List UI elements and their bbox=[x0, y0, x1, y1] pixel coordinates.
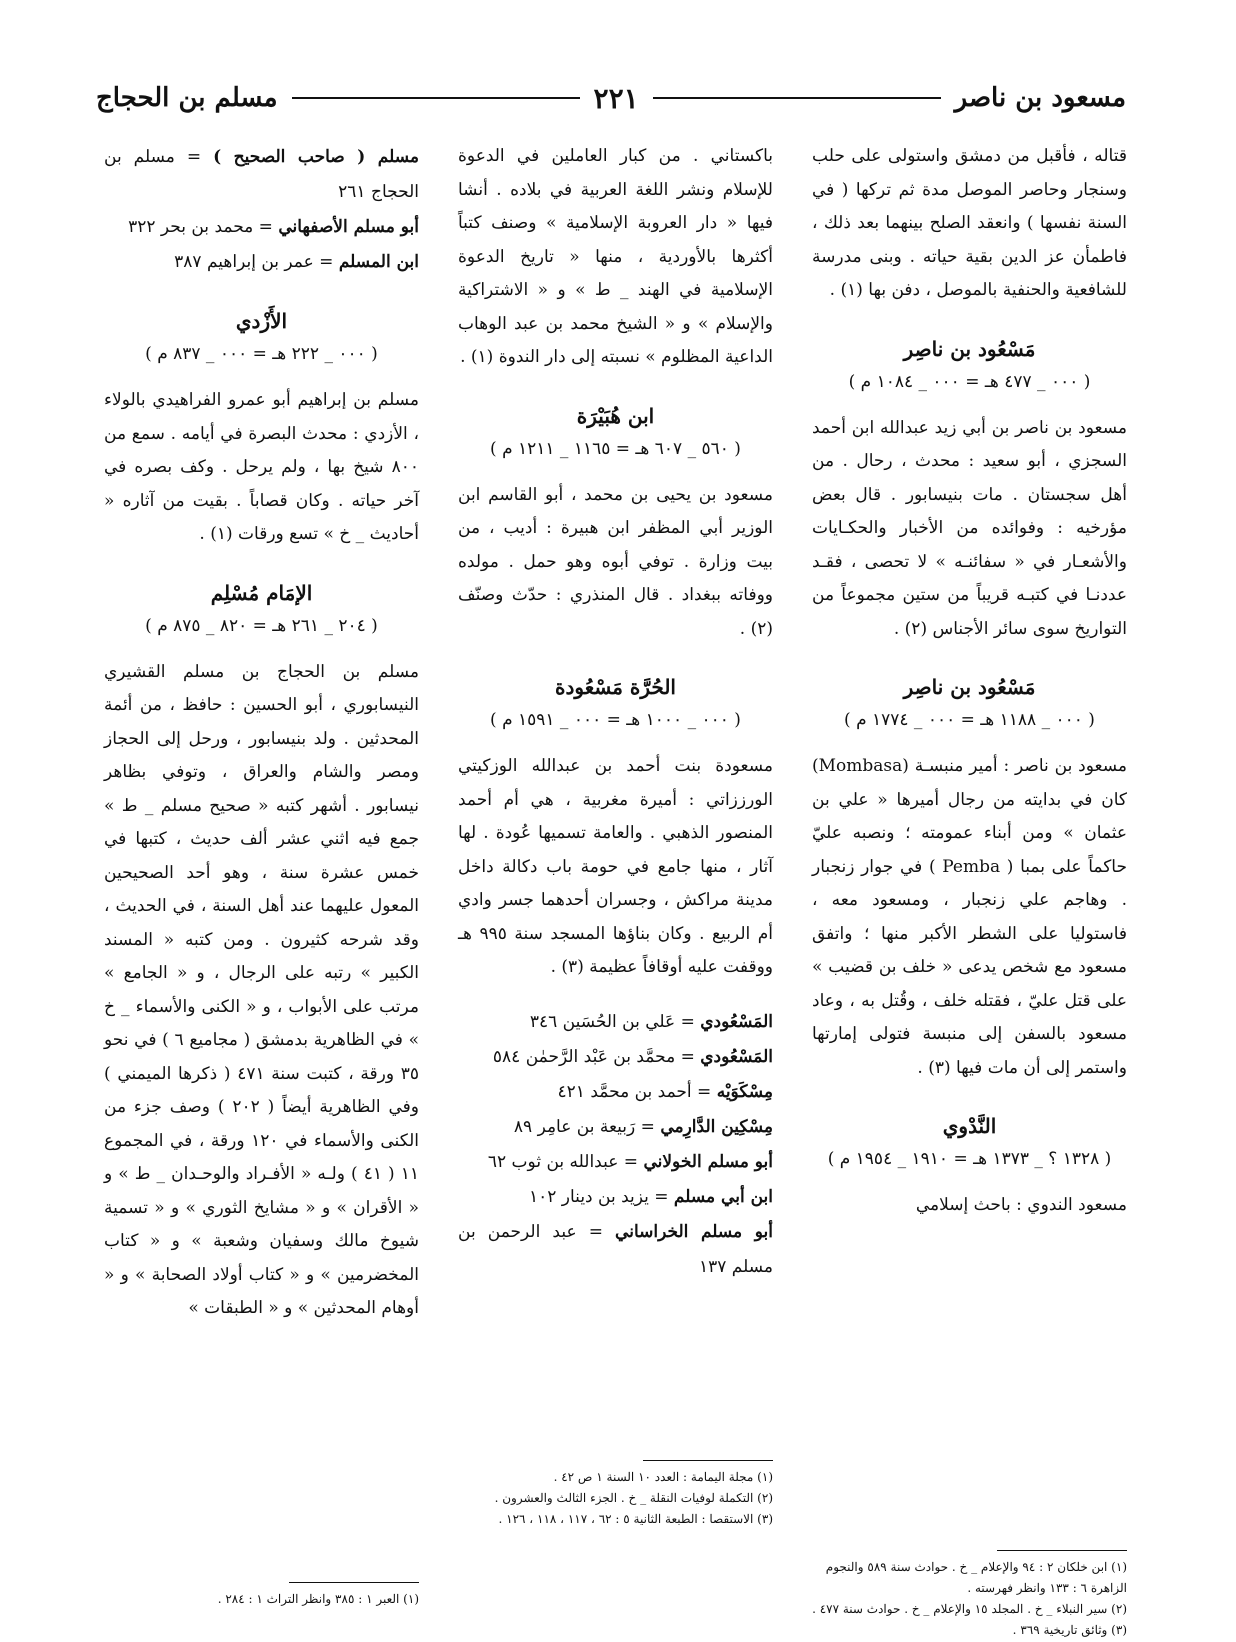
entry-text: مسعودة بنت أحمد بن عبدالله الوزكيتي الورززاتي : أميرة مغربية ، هي أم أحمد المنصور الذهبي . والعامة تسميها عُودة . لها آثار ، منها جامع في حومة باب دكالة داخل مدينة مراكش ، وجسران أحدهما جسر وادي أم الربيع . وكان بناؤها المسجد سنة ٩٩٥ هـ ووقفت عليه أوقافاً عظيمة (٣) . bbox=[458, 756, 773, 977]
cross-reference bbox=[458, 1005, 773, 1040]
header-rule-right bbox=[653, 97, 941, 99]
entry-text: مسعود بن ناصر بن أبي زيد عبدالله ابن أحمد السجزي ، أبو سعيد : محدث ، رحال . من أهل سجستان . مات بنيسابور . قال بعض مؤرخيه : وفوائده من الأخبار والحكـايات والأشعـار في « سفائنـه » لا تحصى ، فقـد عددنـا في كتبـه قريباً من ستين مجموعاً من التواريخ سوى سائر الأجناس (٢) . bbox=[812, 417, 1127, 639]
page-number: ٢٢١ bbox=[593, 81, 639, 115]
entry-title: الحُرَّة مَسْعُودة bbox=[555, 675, 676, 699]
running-head-left: مسلم بن الحجاج bbox=[95, 83, 278, 113]
entry-dates: ( ٠٠٠ _ ٢٢٢ هـ = ٠٠٠ _ ٨٣٧ م ) bbox=[145, 344, 378, 364]
entry-title: ابن هُبَيْرَة bbox=[576, 403, 655, 428]
footnote: (١) مجلة اليمامة : العدد ١٠ السنة ١ ص ٤٢ . bbox=[553, 1470, 773, 1484]
xref-target: = عبد الرحمن بن مسلم ١٣٧ bbox=[458, 1221, 773, 1277]
entry-title: النَّدْوي bbox=[942, 1114, 997, 1138]
cross-reference bbox=[458, 1215, 773, 1285]
entry-text: مسلم بن الحجاج بن مسلم القشيري النيسابوري ، أبو الحسين : حافظ ، من أئمة المحدثين . ولد بنيسابور ، ورحل إلى الحجاز ومصر والشام والعراق ، وتوفي بظاهر نيسابور . أشهر كتبه « صحيح مسلم _ ط » جمع فيه اثني عشر ألف حديث ، كتبها في خمس عشرة سنة ، وهو أحد الصحيحين المعول عليهما عند أهل السنة ، في الحديث ، وقد شرحه كثيرون . ومن كتبه « المسند الكبير » رتبه على الرجال ، و « الجامع » مرتب على الأبواب ، و « الكنى والأسماء _ خ » في الظاهرية بدمشق ( مجاميع ٦ ) في نحو ٣٥ ورقة ، كتبت سنة ٤٧١ ( ذكرها الميمني ) وفي الظاهرية أيضاً ( ٢٠٢ ) وصف جزء من الكنى والأسماء في ١٢٠ ورقة ، في المجموع ١١ ( ٤١ ) ولـه « الأفـراد والوحـدان _ ط » و « الأقران » و « مشايخ الثوري » و « تسمية شيوخ مالك وسفيان وشعبة » و « كتاب المخضرمين » و « كتاب أولاد الصحابة » و « أوهام المحدثين » و « الطبقات » bbox=[104, 661, 419, 1318]
column-middle bbox=[458, 140, 773, 1630]
xref-name: أبو مسلم الخولاني bbox=[643, 1151, 773, 1172]
column-left bbox=[104, 140, 419, 1630]
entry-text: مسلم بن إبراهيم أبو عمرو الفراهيدي بالولاء ، الأزدي : محدث البصرة في أيامه . سمع من ٨٠٠ شيخ بها ، ولم يرحل . وكف بصره في آخر حياته . وكان قصاباً . بقيت من آثاره « أحاديث _ خ » تسع ورقات (١) . bbox=[104, 390, 419, 544]
cross-reference bbox=[104, 210, 419, 245]
xref-target: = عبدالله بن ثوب ٦٢ bbox=[487, 1151, 639, 1172]
xref-target: = عمر بن إبراهيم ٣٨٧ bbox=[174, 252, 334, 272]
cross-reference bbox=[458, 1110, 773, 1145]
footnote: (٣) وثائق تاريخية ٣٦٩ . bbox=[1012, 1623, 1127, 1637]
entry-dates: ( ٥٦٠ _ ٦٠٧ هـ = ١١٦٥ _ ١٢١١ م ) bbox=[490, 438, 741, 459]
xref-name: المَسْعُودي bbox=[700, 1011, 773, 1032]
cross-reference bbox=[458, 1180, 773, 1215]
footnote: (١) ابن خلكان ٢ : ٩٤ والإعلام _ خ . حوادث سنة ٥٨٩ والنجوم الزاهرة ٦ : ١٣٣ وانظر فهرسته . bbox=[825, 1560, 1127, 1595]
xref-name: المَسْعُودي bbox=[700, 1046, 773, 1067]
xref-target: = محمد بن بحر ٣٢٢ bbox=[128, 217, 273, 237]
footnote: (١) العبر ١ : ٣٨٥ وانظر التراث ١ : ٢٨٤ . bbox=[217, 1592, 419, 1606]
entry-dates: ( ٠٠٠ _ ١١٨٨ هـ = ٠٠٠ _ ١٧٧٤ م ) bbox=[844, 710, 1095, 730]
entry-dates: ( ١٣٢٨ ؟ _ ١٣٧٣ هـ = ١٩١٠ _ ١٩٥٤ م ) bbox=[827, 1149, 1112, 1169]
entry-title: الإمَام مُسْلِم bbox=[210, 580, 313, 605]
xref-name: مِسْكَوَيْه bbox=[716, 1081, 773, 1102]
entry-text: مسعود بن يحيى بن محمد ، أبو القاسم ابن الوزير أبي المظفر ابن هبيرة : أديب ، من بيت وزارة . توفي أبوه وهو حمل . مولده ووفاته ببغداد . قال المنذري : حدّث وصنّف (٢) . bbox=[458, 484, 773, 639]
cross-reference bbox=[458, 1040, 773, 1075]
footnote: (٣) الاستقصا : الطبعة الثانية ٥ : ٦٢ ، ١١٧ ، ١١٨ ، ١٢٦ . bbox=[498, 1512, 773, 1526]
entry-title: مَسْعُود بن ناصِر bbox=[903, 336, 1036, 361]
xref-name: أبو مسلم الأصفهاني bbox=[278, 217, 419, 237]
running-head-right: مسعود بن ناصر bbox=[954, 83, 1126, 113]
xref-name: مِسْكِين الدَّارِمي bbox=[660, 1116, 773, 1137]
xref-name: مسلم ( صاحب الصحيح ) bbox=[213, 147, 420, 167]
cross-reference bbox=[458, 1075, 773, 1110]
cross-reference bbox=[104, 245, 419, 280]
footnote: (٢) سير النبلاء _ خ . المجلد ١٥ والإعلام _ خ . حوادث سنة ٤٧٧ . bbox=[812, 1602, 1127, 1616]
header-rule-left bbox=[292, 97, 580, 99]
entry-text: مسعود الندوي : باحث إسلامي bbox=[915, 1195, 1127, 1215]
entry-dates: ( ٠٠٠ _ ٤٧٧ هـ = ٠٠٠ _ ١٠٨٤ م ) bbox=[848, 371, 1091, 392]
footnote-rule bbox=[643, 1460, 773, 1461]
footnote-rule bbox=[997, 1550, 1127, 1551]
xref-name: أبو مسلم الخراساني bbox=[615, 1221, 774, 1242]
xref-name: ابن المسلم bbox=[338, 252, 419, 272]
page-header bbox=[96, 78, 1126, 118]
xref-target: = عَلي بن الحُسَين ٣٤٦ bbox=[529, 1011, 695, 1032]
xref-target: = يزيد بن دينار ١٠٢ bbox=[528, 1186, 669, 1207]
entry-dates: ( ٢٠٤ _ ٢٦١ هـ = ٨٢٠ _ ٨٧٥ م ) bbox=[145, 615, 378, 636]
xref-target: = محمَّد بن عَبْد الرَّحمٰن ٥٨٤ bbox=[492, 1046, 695, 1067]
column-right bbox=[812, 140, 1127, 1630]
footnote: (٢) التكملة لوفيات النقلة _ خ . الجزء الثالث والعشرون . bbox=[494, 1491, 773, 1505]
xref-name: ابن أبي مسلم bbox=[673, 1186, 773, 1207]
entry-title: مَسْعُود بن ناصِر bbox=[903, 675, 1036, 699]
entry-dates: ( ٠٠٠ _ ١٠٠٠ هـ = ٠٠٠ _ ١٥٩١ م ) bbox=[490, 710, 741, 730]
footnotes-middle bbox=[458, 1460, 773, 1530]
xref-target: = أحمد بن محمَّد ٤٢١ bbox=[557, 1081, 712, 1102]
cross-reference bbox=[104, 140, 419, 210]
footnotes-left bbox=[104, 1582, 419, 1610]
continued-paragraph: قتاله ، فأقبل من دمشق واستولى على حلب وسنجار وحاصر الموصل مدة ثم تركها ( في السنة نفسها ) وانعقد الصلح بينهما بعد ذلك ، فاطمأن عز الدين بقية حياته . وبنى مدرسة للشافعية والحنفية بالموصل ، دفن بها (١) . bbox=[812, 146, 1127, 300]
footnote-rule bbox=[289, 1582, 419, 1583]
xref-target: = رَبيعة بن عامِر ٨٩ bbox=[513, 1116, 655, 1137]
entry-title: الأَزْدي bbox=[235, 309, 288, 333]
cross-reference bbox=[458, 1145, 773, 1180]
xref-target: = مسلم بن الحجاج ٢٦١ bbox=[104, 147, 419, 202]
continued-paragraph: باكستاني . من كبار العاملين في الدعوة للإسلام ونشر اللغة العربية في بلاده . أنشا فيها « دار العروبة الإسلامية » وصنف كتباً أكثرها بالأوردية ، منها « تاريخ الدعوة الإسلامية في الهند _ ط » و « الاشتراكية والإسلام » و « الشيخ محمد بن عبد الوهاب الداعية المظلوم » نسبته إلى دار الندوة (١) . bbox=[458, 146, 773, 367]
footnotes-right bbox=[812, 1550, 1127, 1641]
entry-text: مسعود بن ناصر : أمير منبسـة (Mombasa) كان في بدايته من رجال أميرها « علي بن عثمان » ومن أبناء عمومته ؛ ونصبه عليّ حاكماً على بمبا ( Pemba ) في جوار زنجبار . وهاجم علي زنجبار ، ومسعود معه ، فاستوليا على الشطر الأكبر منها ؛ واتفق مسعود مع شخص يدعى « خلف بن قضيب » على قتل عليّ ، فقتله خلف ، وقُتل به ، وعاد مسعود بالسفن إلى منبسة فتولى إمارتها واستمر إلى أن مات فيها (٣) . bbox=[812, 756, 1127, 1078]
